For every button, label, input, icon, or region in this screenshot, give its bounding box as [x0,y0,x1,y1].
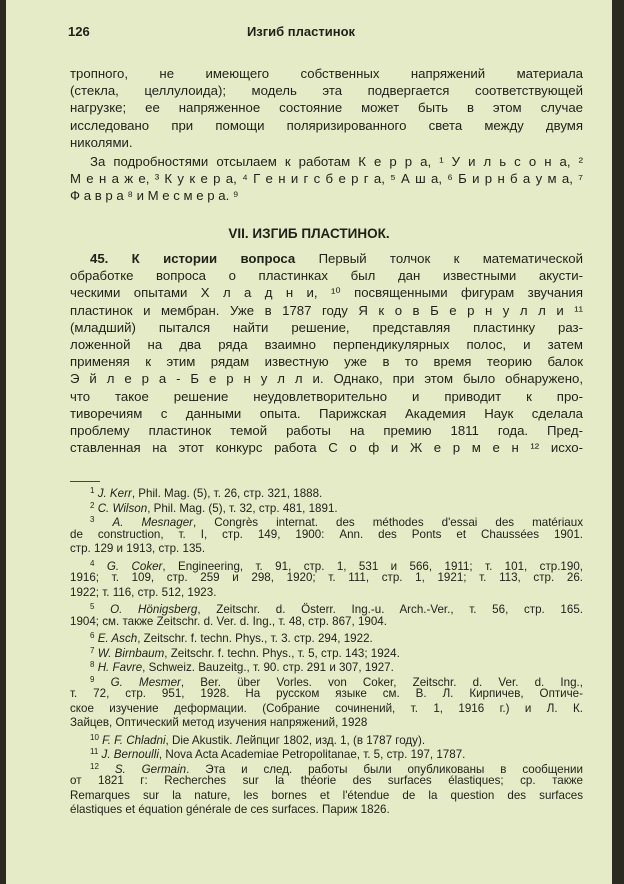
footnote-line [70,789,583,804]
footnote-number: 7 [90,645,95,655]
footnote-line [70,745,583,760]
footnote-line [70,731,583,746]
footnote-number: 9 [90,674,95,684]
line-text: что такое решение неудовлетворительно и приводит к про- [70,388,583,404]
section-heading: VII. ИЗГИБ ПЛАСТИНОК. [228,226,390,241]
footnote-text: т. 72, стр. 951, 1928. На русском языке см. В. Л. Кирпичев, Оптиче- [70,687,583,700]
footnote-text: , Nova Acta Academiae Petropolitanae, т. 5, стр. 197, 1787. [158,748,466,761]
text-line: Ф а в р а ⁸ и М е с м е р а. ⁹ [70,188,239,204]
section-45 [70,250,583,456]
footnote-text: , Zeitschr. d. Österr. Ing.-u. Arch.-Ver., т. 56, стр. 165. [197,603,583,616]
footnote-line [70,513,583,528]
footnote-line [70,571,583,586]
footnote-author: G. Mesmer [110,675,181,689]
footnote-author: J. Bernoulli [101,748,159,761]
footnote-rule [70,481,100,482]
footnote-author: W. Birnbaum [97,646,165,660]
footnote-text: , Phil. Mag. (5), т. 32, стр. 481, 1891. [147,501,338,515]
footnote-text: , Phil. Mag. (5), т. 26, стр. 321, 1888. [131,487,323,500]
text-line [70,353,583,370]
footnote-text: 1904; см. также Zeitschr. d. Ver. d. Ing., т. 48, стр. 867, 1904. [70,614,387,628]
text-line [70,370,583,387]
footnote-text: Зайцев, Оптический метод изучения напряжений, 1928 [70,716,368,729]
footnote-line [70,644,583,659]
footnote-line [70,658,583,673]
footnote-text: 1922; т. 116, стр. 512, 1923. [70,585,217,599]
footnote-text: , Engineering, т. 91, стр. 1, 531 и 566, 1911; т. 101, стр.190, [162,559,583,573]
text-line [70,284,583,301]
footnote-line [70,484,583,499]
text-line [70,250,583,267]
footnote-number: 6 [90,631,95,640]
paragraph-2 [70,153,583,205]
page-number: 126 [68,24,90,39]
footnote-author: O. Hönigsberg [110,603,198,616]
footnote-text: стр. 129 и 1913, стр. 135. [70,542,206,555]
footnote-number: 5 [90,602,95,611]
text-line: тропного, не имеющего собственных напряжений материала [70,66,583,81]
line-text: применяя к этим рядам известную уже в то время теорию балок [70,354,583,370]
footnote-author: C. Wilson [97,501,148,515]
footnote-author: A. Mesnager [112,516,194,529]
footnote-text: , Die Akustik. Лейпциг 1802, изд. 1, (в 1787 году). [165,733,426,747]
footnote-text: 1916; т. 109, стр. 259 и 298, 1920; т. 111, стр. 1, 1921; т. 113, стр. 26. [70,571,583,584]
footnote-number: 1 [90,486,95,495]
footnote-author: G. Coker [106,559,163,573]
line-text: Первый толчок к математической [318,251,583,266]
footnote-line [70,542,583,557]
footnote-text: , Ber. über Vorles. von Coker, Zeitschr. d. Ver. d. Ing., [180,675,583,689]
footnote-author: E. Asch [97,632,138,645]
footnote-line [70,687,583,702]
footnote-text: от 1821 г: Recherches sur la théorie des surfaces élastiques; ср. также [70,774,583,787]
footnote-author: F. F. Chladni [102,733,166,747]
line-text: проблему пластинок темой работы на премию 1811 года. Пред- [70,422,583,438]
text-line: исследовано при помощи поляризированного света между двумя [70,117,583,133]
text-line [70,405,583,422]
footnote-author: S. Germain [114,762,187,776]
text-line: За подробностями отсылаем к работам К е р р а, ¹ У и л ь с о н а, ² [90,154,583,169]
running-title: Изгиб пластинок [246,24,356,39]
text-line [70,422,583,439]
footnote-line [70,673,583,688]
line-text: обработке вопроса о пластинках был дан известными акусти- [70,268,583,284]
footnote-line [70,600,583,615]
line-text: пластинок и мембран. Уже в 1787 году Я к о в Б е р н у л л и ¹¹ [70,302,583,318]
footnote-text: de construction, т. I, стр. 149, 1900: Ann. des Ponts et Chaussées 1901. [70,527,583,541]
book-page [6,0,612,884]
text-line [70,336,583,353]
footnote-line [70,557,583,572]
footnote-text: . Эта и след. работы были опубликованы в сообщении [186,762,583,776]
text-line [70,388,583,405]
line-text: ставленная на этот конкурс работа С о ф и Ж е р м е н ¹² исхо- [70,440,583,456]
line-text: ческими опытами Х л а д н и, ¹⁰ посвященными фигурам звучания [70,285,583,301]
footnote-line [70,716,583,731]
footnote-line [70,586,583,601]
footnote-number: 2 [90,500,95,510]
footnote-text: , Congrès internat. des méthodes d'essai des matériaux [193,516,583,529]
footnote-author: H. Favre [97,661,143,674]
footnote-line [70,499,583,514]
footnote-text: , Zeitschr. f. techn. Phys., т. 3. стр. 294, 1922. [137,632,373,645]
footnote-line [70,803,583,818]
footnote-line [70,760,583,775]
footnote-number: 4 [90,558,95,568]
paragraph-1 [70,65,583,151]
footnote-line [70,528,583,543]
footnote-number: 8 [90,660,95,669]
footnote-line [70,615,583,630]
footnote-line [70,702,583,717]
text-line: николями. [70,134,133,150]
text-line [70,267,583,284]
footnote-text: ское изучение деформации. (Собрание сочинений, т. 1, 1916 г.) и Л. К. [70,701,583,715]
footnote-number: 11 [90,747,99,756]
line-text: (младший) пытался найти решение, представляя пластинку раз- [70,319,583,335]
text-line [70,439,583,456]
text-line: М е н а ж е, ³ К у к е р а, ⁴ Г е н и г с б е р г а, ⁵ А ш а, ⁶ Б и р н б а у м а, ⁷ [70,171,583,187]
footnote-text: Remarques sur la nature, les bornes et l'étendue de la question des surfaces [70,788,583,802]
footnote-number: 12 [90,761,99,771]
footnote-text: élastiques et équation générale de ces surfaces. Париж 1826. [70,803,390,816]
footnote-number: 10 [90,732,99,742]
line-text: ложенной на два ряда взаимно перпендикулярных полос, и затем [70,336,583,352]
line-text: тиворечиям с данными опыта. Парижская Академия Наук сделала [70,405,583,421]
text-line: (стекла, целлулоида); модель эта подвергается соответствующей [70,83,583,99]
footnotes [70,484,583,818]
line-text: Э й л е р а - Б е р н у л л и. Однако, при этом было обнаружено, [70,371,583,387]
footnote-number: 3 [90,515,95,524]
text-line [70,319,583,336]
section-title: 45. К истории вопроса [90,251,296,266]
footnote-text: , Zeitschr. f. techn. Phys., т. 5, стр. 143; 1924. [164,646,400,660]
text-line: нагрузке; ее напряженное состояние может быть в этом случае [70,100,583,116]
text-line [70,302,583,319]
footnote-text: , Schweiz. Bauzeitg., т. 90. стр. 291 и 307, 1927. [142,661,394,674]
footnote-author: J. Kerr [97,487,132,500]
footnote-line [70,629,583,644]
footnote-line [70,774,583,789]
